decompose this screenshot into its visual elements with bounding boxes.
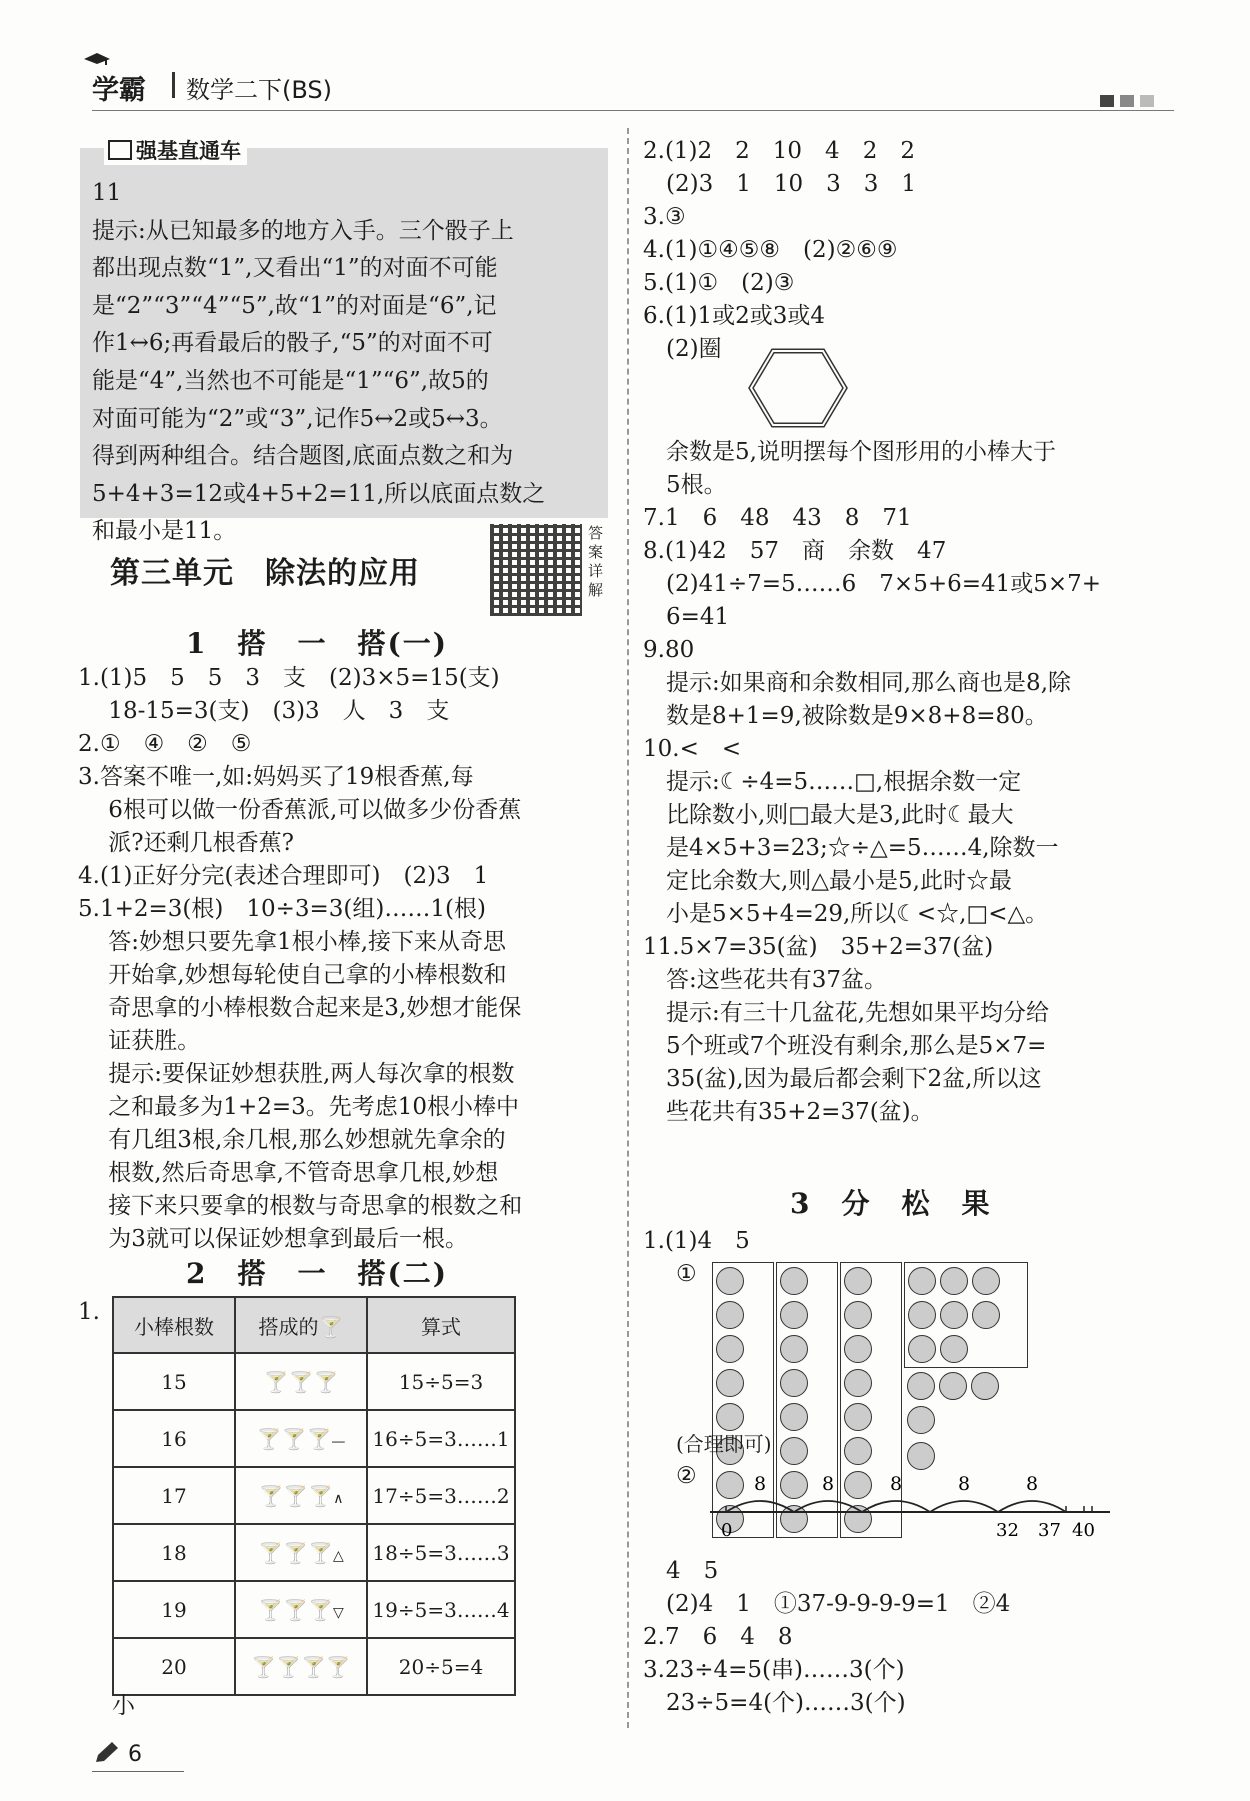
brand-name: 学霸 <box>92 75 146 106</box>
text-line: 4 5 <box>643 1558 719 1584</box>
text-line: 数是8+1=9,被除数是9×8+8=80。 <box>643 703 1048 729</box>
goblets-icon: 🍸🍸🍸— <box>235 1410 367 1467</box>
goblets-icon: 🍸🍸🍸 <box>235 1353 367 1410</box>
text-line: 都出现点数“1”,又看出“1”的对面不可能 <box>92 255 498 282</box>
table-row: 20 🍸🍸🍸🍸 20÷5=4 <box>113 1638 515 1695</box>
qr-code-icon[interactable] <box>490 524 582 616</box>
jump-label: 8 <box>890 1473 903 1495</box>
header-rule <box>92 110 1174 111</box>
table-header-row <box>113 1297 515 1353</box>
col-header-formula: 算式 <box>367 1297 515 1353</box>
text-line: 4.(1)①④⑤⑧ (2)②⑥⑨ <box>643 237 898 263</box>
text-line: (2)4 1 ①37-9-9-9-9=1 ②4 <box>643 1591 1011 1617</box>
book-subtitle: 数学二下(BS) <box>186 76 333 104</box>
jump-arcs <box>726 1501 1066 1512</box>
text-line: 比除数小,则□最大是3,此时☾最大 <box>643 802 1014 828</box>
text-line: 8.(1)42 57 商 余数 47 <box>643 538 947 564</box>
table-row: 17 🍸🍸🍸∧ 17÷5=3……2 <box>113 1467 515 1524</box>
number-line <box>700 1462 1120 1546</box>
mark-2: ② <box>676 1463 697 1489</box>
jump-label: 8 <box>1026 1473 1039 1495</box>
qr-label: 答案详解 <box>588 524 604 599</box>
graduation-cap-icon <box>82 52 112 66</box>
jump-label: 8 <box>958 1473 971 1495</box>
right-answers-c <box>643 1555 1183 1720</box>
text-line: 4.(1)正好分完(表述合理即可) (2)3 1 <box>78 863 489 889</box>
text-line: 3.答案不唯一,如:妈妈买了19根香蕉,每 <box>78 764 474 790</box>
tip-box-text <box>92 175 604 551</box>
hexagon-figure <box>748 348 848 428</box>
text-line: 5个班或7个班没有剩余,那么是5×7= <box>643 1033 1047 1059</box>
pencil-icon <box>92 1740 120 1766</box>
text-line: 5.1+2=3(根) 10÷3=3(组)……1(根) <box>78 896 486 922</box>
section-1-answers <box>78 662 618 1256</box>
goblets-icon: 🍸🍸🍸∧ <box>235 1467 367 1524</box>
text-line: (2)圈 <box>643 336 722 362</box>
text-line: 9.80 <box>643 637 695 663</box>
col-header-sticks: 小棒根数 <box>113 1297 235 1353</box>
text-line: (2)41÷7=5……6 7×5+6=41或5×7+ <box>643 571 1102 597</box>
goblets-icon: 🍸🍸🍸△ <box>235 1524 367 1581</box>
text-line: 之和最多为1+2=3。先考虑10根小棒中 <box>78 1094 520 1120</box>
text-line: 1.(1)5 5 5 3 支 (2)3×5=15(支) <box>78 665 500 691</box>
text-line: 2.7 6 4 8 <box>643 1624 793 1650</box>
question-number: 1. <box>78 1299 100 1325</box>
text-line: 2.① ④ ② ⑤ <box>78 731 252 757</box>
text-line: 根数,然后奇思拿,不管奇思拿几根,妙想 <box>78 1160 499 1186</box>
goblets-icon: 🍸🍸🍸▽ <box>235 1581 367 1638</box>
axis-label: 37 <box>1038 1520 1061 1541</box>
table-row: 15 🍸🍸🍸 15÷5=3 <box>113 1353 515 1410</box>
section-title-3: 3 分 松 果 <box>790 1187 992 1220</box>
brand-logo <box>92 68 146 107</box>
text-line: 能是“4”,当然也不可能是“1”“6”,故5的 <box>92 367 489 394</box>
book-icon <box>108 140 132 160</box>
text-line: 是4×5+3=23;☆÷△=5……4,除数一 <box>643 835 1059 861</box>
right-answers-b <box>643 436 1183 1129</box>
section-title-1: 1 搭 一 搭(一) <box>186 627 448 660</box>
axis-label: 40 <box>1072 1520 1095 1541</box>
col-header-built: 搭成的🍸 <box>235 1297 367 1353</box>
text-line: 得到两种组合。结合题图,底面点数之和为 <box>92 443 514 470</box>
text-line: 5+4+3=12或4+5+2=11,所以底面点数之 <box>92 480 546 507</box>
text-line: 答:妙想只要先拿1根小棒,接下来从奇思 <box>78 929 507 955</box>
reasonable-note: (合理即可) <box>676 1432 772 1456</box>
table-row: 18 🍸🍸🍸△ 18÷5=3……3 <box>113 1524 515 1581</box>
text-line: 为3就可以保证妙想拿到最后一根。 <box>78 1226 468 1252</box>
text-line: 35(盆),因为最后都会剩下2盆,所以这 <box>643 1066 1042 1092</box>
text-line: 提示:☾÷4=5……□,根据余数一定 <box>643 769 1022 795</box>
axis-label: 0 <box>721 1520 733 1541</box>
sec3-q1: 1.(1)4 5 <box>643 1228 750 1254</box>
unit-title: 第三单元 除法的应用 <box>110 556 420 591</box>
text-line: 5.(1)① (2)③ <box>643 270 795 296</box>
text-line: 接下来只要拿的根数与奇思拿的根数之和 <box>78 1193 523 1219</box>
text-line: 11.5×7=35(盆) 35+2=37(盆) <box>643 934 994 960</box>
text-line: 23÷5=4(个)……3(个) <box>643 1690 906 1716</box>
text-line: 是“2”“3”“4”“5”,故“1”的对面是“6”,记 <box>92 292 497 319</box>
text-line: 奇思拿的小棒根数合起来是3,妙想才能保 <box>78 995 522 1021</box>
mark-1: ① <box>676 1261 697 1287</box>
text-line: 有几组3根,余几根,那么妙想就先拿余的 <box>78 1127 506 1153</box>
text-line: 对面可能为“2”或“3”,记作5↔2或5↔3。 <box>92 405 503 432</box>
header-decoration <box>1100 92 1160 111</box>
text-line: 18-15=3(支) (3)3 人 3 支 <box>78 698 450 724</box>
text-line: 提示:如果商和余数相同,那么商也是8,除 <box>643 670 1072 696</box>
footer-rule <box>92 1771 184 1772</box>
text-line: 答:这些花共有37盆。 <box>643 967 888 993</box>
text-line: 6=41 <box>643 604 730 630</box>
table-row: 16 🍸🍸🍸— 16÷5=3……1 <box>113 1410 515 1467</box>
axis-label: 32 <box>996 1520 1019 1541</box>
text-line: 3.23÷4=5(串)……3(个) <box>643 1657 905 1683</box>
text-line: 5根。 <box>643 472 727 498</box>
text-line: 2.(1)2 2 10 4 2 2 <box>643 138 915 164</box>
tip-box-title: 强基直通车 <box>104 135 247 165</box>
right-answers-a <box>643 135 1183 366</box>
text-line: 提示:从已知最多的地方入手。三个骰子上 <box>92 217 514 244</box>
section-title-2: 2 搭 一 搭(二) <box>186 1257 448 1290</box>
text-line: 证获胜。 <box>78 1028 201 1054</box>
text-line: 派?还剩几根香蕉? <box>78 830 294 856</box>
text-line: 3.③ <box>643 204 686 230</box>
text-line: 6.(1)1或2或3或4 <box>643 303 826 329</box>
text-line: 11 <box>92 180 122 206</box>
trailing-text: 小 <box>112 1693 135 1719</box>
text-line: 余数是5,说明摆每个图形用的小棒大于 <box>643 439 1056 465</box>
text-line: 些花共有35+2=37(盆)。 <box>643 1099 934 1125</box>
jump-label: 8 <box>822 1473 835 1495</box>
page-number: 6 <box>128 1742 142 1767</box>
text-line: (2)3 1 10 3 3 1 <box>643 171 917 197</box>
text-line: 和最小是11。 <box>92 518 237 545</box>
answer-table <box>112 1296 516 1696</box>
text-line: 提示:有三十几盆花,先想如果平均分给 <box>643 1000 1050 1026</box>
jump-label: 8 <box>754 1473 767 1495</box>
table-row: 19 🍸🍸🍸▽ 19÷5=3……4 <box>113 1581 515 1638</box>
header-separator <box>172 72 175 98</box>
text-line: 提示:要保证妙想获胜,两人每次拿的根数 <box>78 1061 515 1087</box>
text-line: 10.< < <box>643 736 742 762</box>
goblets-icon: 🍸🍸🍸🍸 <box>235 1638 367 1695</box>
text-line: 开始拿,妙想每轮使自己拿的小棒根数和 <box>78 962 507 988</box>
text-line: 作1↔6;再看最后的骰子,“5”的对面不可 <box>92 330 493 357</box>
goblet-icon: 🍸 <box>318 1314 344 1339</box>
text-line: 小是5×5+4=29,所以☾<☆,□<△。 <box>643 901 1049 927</box>
text-line: 7.1 6 48 43 8 71 <box>643 505 912 531</box>
text-line: 定比余数大,则△最小是5,此时☆最 <box>643 868 1012 894</box>
column-divider <box>627 128 629 1728</box>
text-line: 6根可以做一份香蕉派,可以做多少份香蕉 <box>78 797 522 823</box>
